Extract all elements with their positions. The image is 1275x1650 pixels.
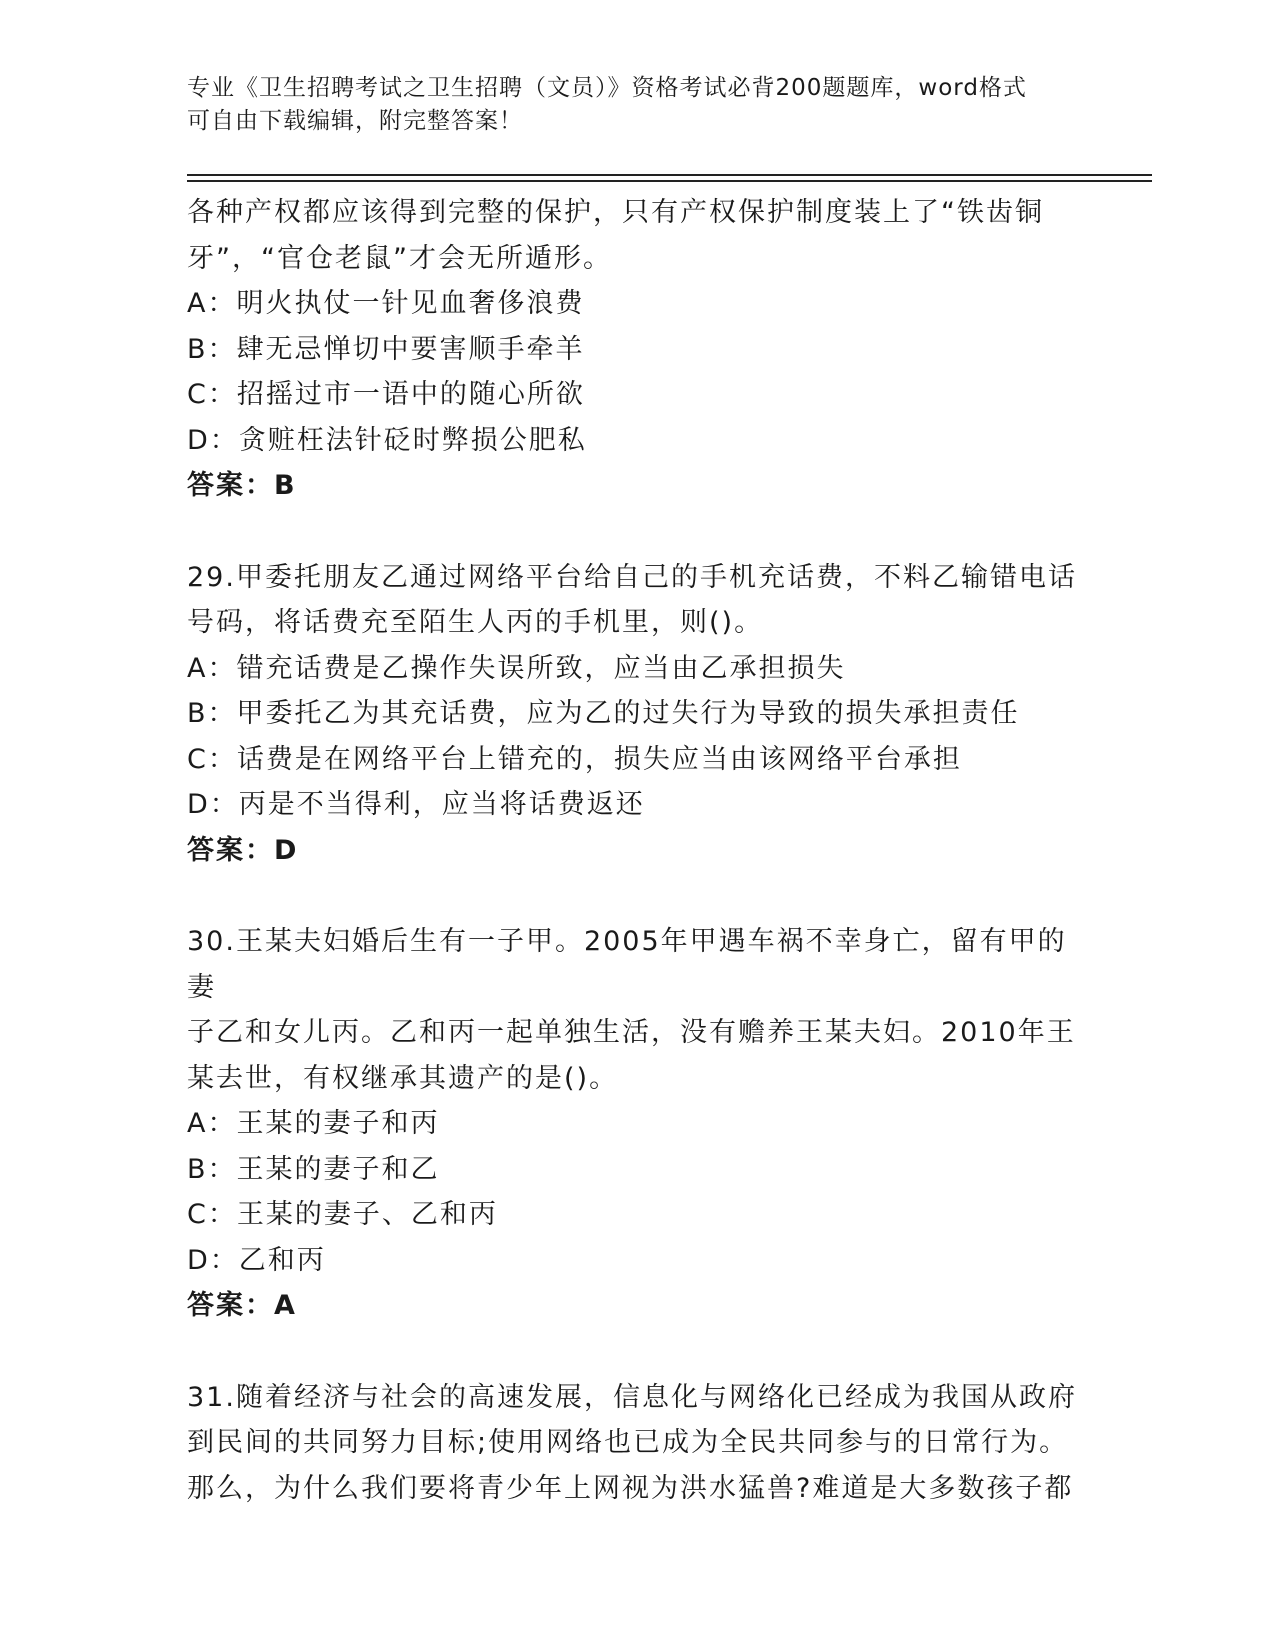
option-d: D：丙是不当得利，应当将话费返还 (187, 789, 645, 820)
question-stem-line: 到民间的共同努力目标;使用网络也已成为全民共同参与的日常行为。 (187, 1427, 1069, 1458)
option-c: C：王某的妻子、乙和丙 (187, 1199, 498, 1230)
question-30 (187, 919, 1077, 1329)
question-stem-line: 30.王某夫妇婚后生有一子甲。2005年甲遇车祸不幸身亡，留有甲的妻 (187, 926, 1067, 1003)
question-list (187, 190, 1077, 1511)
option-b: B：王某的妻子和乙 (187, 1153, 440, 1185)
option-d: D：贪赃枉法针砭时弊损公肥私 (187, 424, 587, 456)
question-stem-line: 31.随着经济与社会的高速发展，信息化与网络化已经成为我国从政府 (187, 1381, 1077, 1413)
question-stem-line: 某去世，有权继承其遗产的是()。 (187, 1062, 619, 1094)
question-stem-line: 各种产权都应该得到完整的保护，只有产权保护制度装上了“铁齿铜 (187, 197, 1044, 228)
option-a: A：明火执仗一针见血奢侈浪费 (187, 288, 585, 319)
question-spacer (187, 1329, 1077, 1375)
question-stem-line: 子乙和女儿丙。乙和丙一起单独生活，没有赡养王某夫妇。2010年王 (187, 1017, 1076, 1048)
header-title-line-2: 可自由下载编辑，附完整答案！ (187, 108, 523, 134)
question-stem-line: 那么，为什么我们要将青少年上网视为洪水猛兽?难道是大多数孩子都 (187, 1472, 1074, 1504)
question-stem-line: 牙”，“官仓老鼠”才会无所遁形。 (187, 242, 612, 274)
question-28 (187, 190, 1077, 509)
header-divider-bottom (187, 180, 1152, 182)
header-divider-top (187, 174, 1152, 176)
question-spacer (187, 509, 1077, 555)
question-29 (187, 555, 1077, 874)
option-b: B：甲委托乙为其充话费，应为乙的过失行为导致的损失承担责任 (187, 698, 1020, 729)
answer-line: 答案：D (187, 834, 299, 866)
header-title-line-1: 专业《卫生招聘考试之卫生招聘（文员）》资格考试必背200题题库，word格式 (187, 75, 1027, 101)
answer-line: 答案：A (187, 1290, 297, 1321)
answer-line: 答案：B (187, 470, 297, 501)
option-c: C：话费是在网络平台上错充的，损失应当由该网络平台承担 (187, 743, 962, 775)
question-stem-line: 号码，将话费充至陌生人丙的手机里，则()。 (187, 607, 764, 638)
question-31 (187, 1375, 1077, 1512)
option-a: A：王某的妻子和丙 (187, 1108, 440, 1139)
option-a: A：错充话费是乙操作失误所致，应当由乙承担损失 (187, 652, 846, 684)
option-b: B：肆无忌惮切中要害顺手牵羊 (187, 333, 585, 365)
option-d: D：乙和丙 (187, 1244, 326, 1276)
option-c: C：招摇过市一语中的随心所欲 (187, 379, 585, 410)
question-spacer (187, 873, 1077, 919)
question-stem-line: 29.甲委托朋友乙通过网络平台给自己的手机充话费，不料乙输错电话 (187, 561, 1077, 593)
document-header (187, 72, 1067, 138)
